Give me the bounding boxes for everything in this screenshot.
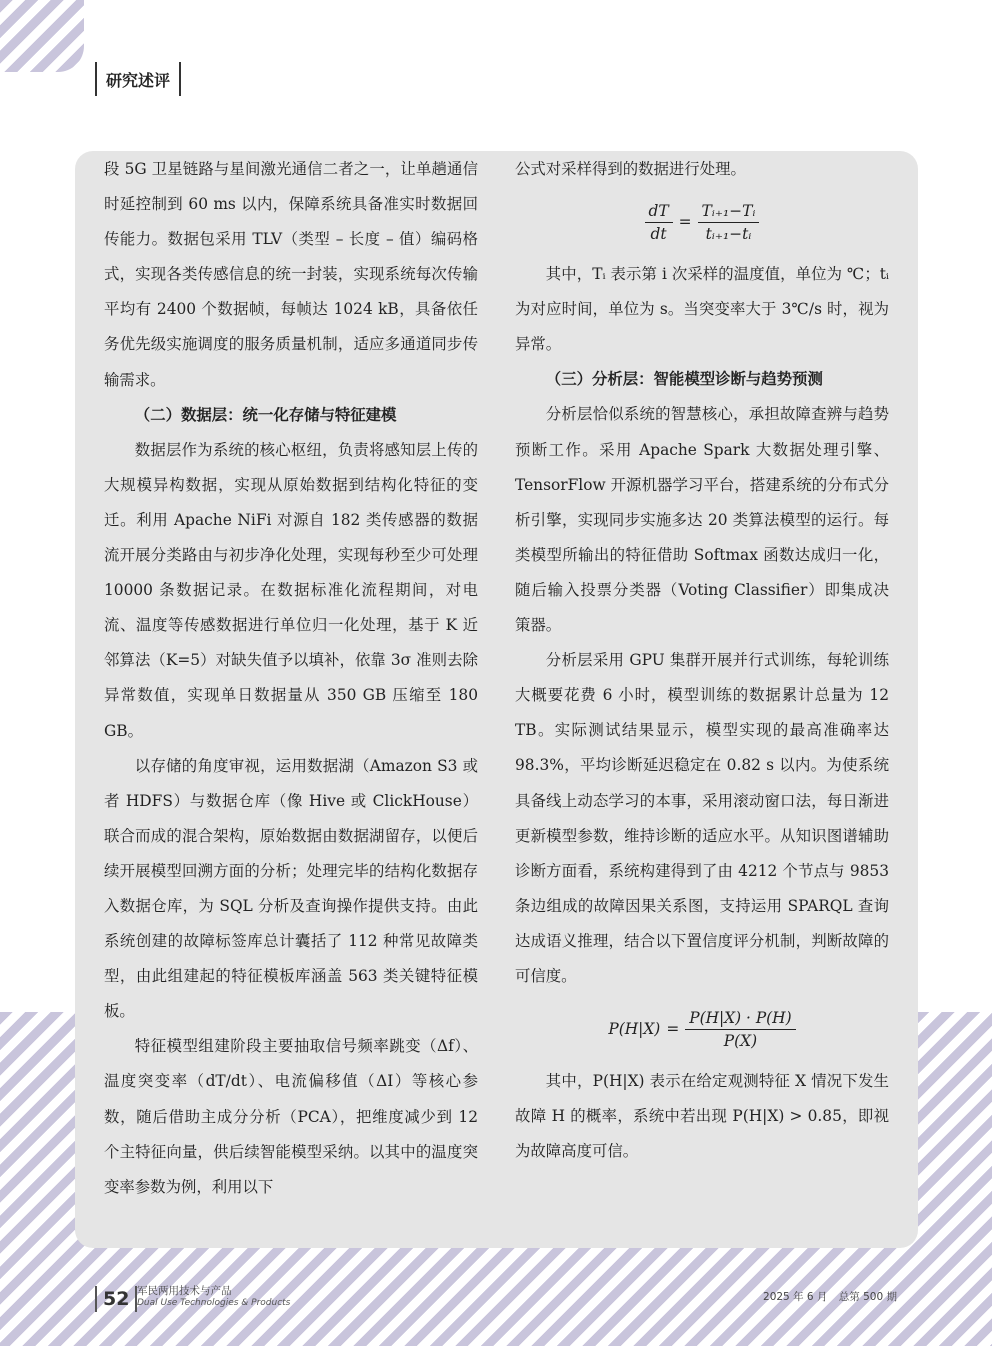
formula2-rhs: $\frac{P(H|X) \cdot P(H)}{P(X)}$: [685, 1007, 795, 1052]
formula1-rhs: $\frac{\text{Tᵢ₊₁−Tᵢ}}{\text{tᵢ₊₁−tᵢ}}$: [698, 200, 760, 245]
formula1-lhs: $\frac{dT}{dt}$: [645, 200, 673, 245]
right-body-1: [515, 257, 889, 994]
page-number: 52: [95, 1286, 137, 1312]
left-column: [104, 152, 478, 1205]
formula-confidence: P(H|X) = $\frac{P(H|X) \cdot P(H)}{P(X)}$: [515, 994, 889, 1064]
journal-name-en: Dual Use Technologies & Products: [137, 1298, 291, 1308]
formula-temperature-rate: $\frac{dT}{dt}$ = $\frac{\text{Tᵢ₊₁−Tᵢ}}{\text{tᵢ₊₁−tᵢ}}$: [515, 187, 889, 257]
right-column: [515, 152, 889, 1169]
issue-info: [763, 1289, 897, 1304]
right-body-2: [515, 1064, 889, 1169]
paragraph: 特征模型组建阶段主要抽取信号频率跳变（Δf）、温度突变率（dT/dt）、电流偏移值（ΔI）等核心参数，随后借助主成分分析（PCA），把维度减少到 12 个主特征向量，供后续智能模型采纳。以其中的温度突变率参数为例，利用以下: [104, 1037, 478, 1196]
issue-number: 总第 500 期: [838, 1291, 897, 1303]
subsection-heading: （二）数据层：统一化存储与特征建模: [134, 405, 397, 424]
paragraph: 数据层作为系统的核心枢纽，负责将感知层上传的大规模异构数据，实现从原始数据到结构化特征的变迁。利用 Apache NiFi 对源自 182 类传感器的数据流开展分类路由与初步净化处理，实现每秒至少可处理 10000 条数据记录。在数据标准化流程期间，对电流、温度等传感数据进行单位归一化处理，基于 K 近邻算法（K=5）对缺失值予以填补，依靠 3σ 准则去除异常数值，实现单日数据量从 350 GB 压缩至 180 GB。: [104, 440, 478, 740]
section-label: 研究述评: [95, 62, 181, 96]
journal-name-cn: 军民两用技术与产品: [137, 1285, 232, 1297]
subsection-heading: （三）分析层：智能模型诊断与趋势预测: [545, 370, 823, 389]
paragraph: 段 5G 卫星链路与星间激光通信二者之一，让单趟通信时延控制到 60 ms 以内，保障系统具备准实时数据回传能力。数据包采用 TLV（类型 – 长度 – 值）编码格式，实现各类传感信息的统一封装，实现系统每次传输平均有 2400 个数据帧，每帧达 1024 kB，具备依任务优先级实施调度的服务质量机制，适应多通道同步传输需求。: [104, 160, 478, 389]
paragraph: 分析层采用 GPU 集群开展并行式训练，每轮训练大概要花费 6 小时，模型训练的数据累计总量为 12 TB。实际测试结果显示，模型实现的最高准确率达 98.3%，平均诊断延迟稳定在 0.82 s 以内。为使系统具备线上动态学习的本事，采用滚动窗口法，每日渐进更新模型参数，维持诊断的适应水平。从知识图谱辅助诊断方面看，系统构建得到了由 4212 个节点与 9853 条边组成的故障因果关系图，支持运用 SPARQL 查询达成语义推理，结合以下置信度评分机制，判断故障的可信度。: [515, 651, 889, 985]
journal-name: [137, 1285, 290, 1309]
paragraph: 分析层恰似系统的智慧核心，承担故障查辨与趋势预断工作。采用 Apache Spark 大数据处理引擎、TensorFlow 开源机器学习平台，搭建系统的分布式分析引擎，实现同步实施多达 20 类算法模型的运行。每类模型所输出的特征借助 Softmax 函数达成归一化，随后输入投票分类器（Voting Classifier）即集成决策器。: [515, 405, 889, 635]
paragraph: 以存储的角度审视，运用数据湖（Amazon S3 或者 HDFS）与数据仓库（像 Hive 或 ClickHouse）联合而成的混合架构，原始数据由数据湖留存，以便后续开展模型回溯方面的分析；处理完毕的结构化数据存入数据仓库，为 SQL 分析及查询操作提供支持。由此系统创建的故障标签库总计囊括了 112 种常见故障类型，由此组建起的特征模板库涵盖 563 类关键特征模板。: [104, 756, 478, 1021]
page-footer: [0, 1282, 992, 1316]
issue-date: 2025 年 6 月: [763, 1291, 828, 1303]
paragraph: 其中，Tᵢ 表示第 i 次采样的温度值，单位为 ℃；tᵢ 为对应时间，单位为 s。当突变率大于 3℃/s 时，视为异常。: [515, 265, 889, 354]
right-intro: 公式对采样得到的数据进行处理。: [515, 160, 746, 178]
formula2-lhs: P(H|X): [608, 1019, 661, 1038]
paragraph: 其中，P(H|X) 表示在给定观测特征 X 情况下发生故障 H 的概率，系统中若出现 P(H|X) > 0.85，即视为故障高度可信。: [515, 1072, 889, 1161]
decorative-stripes-top: [0, 0, 84, 72]
